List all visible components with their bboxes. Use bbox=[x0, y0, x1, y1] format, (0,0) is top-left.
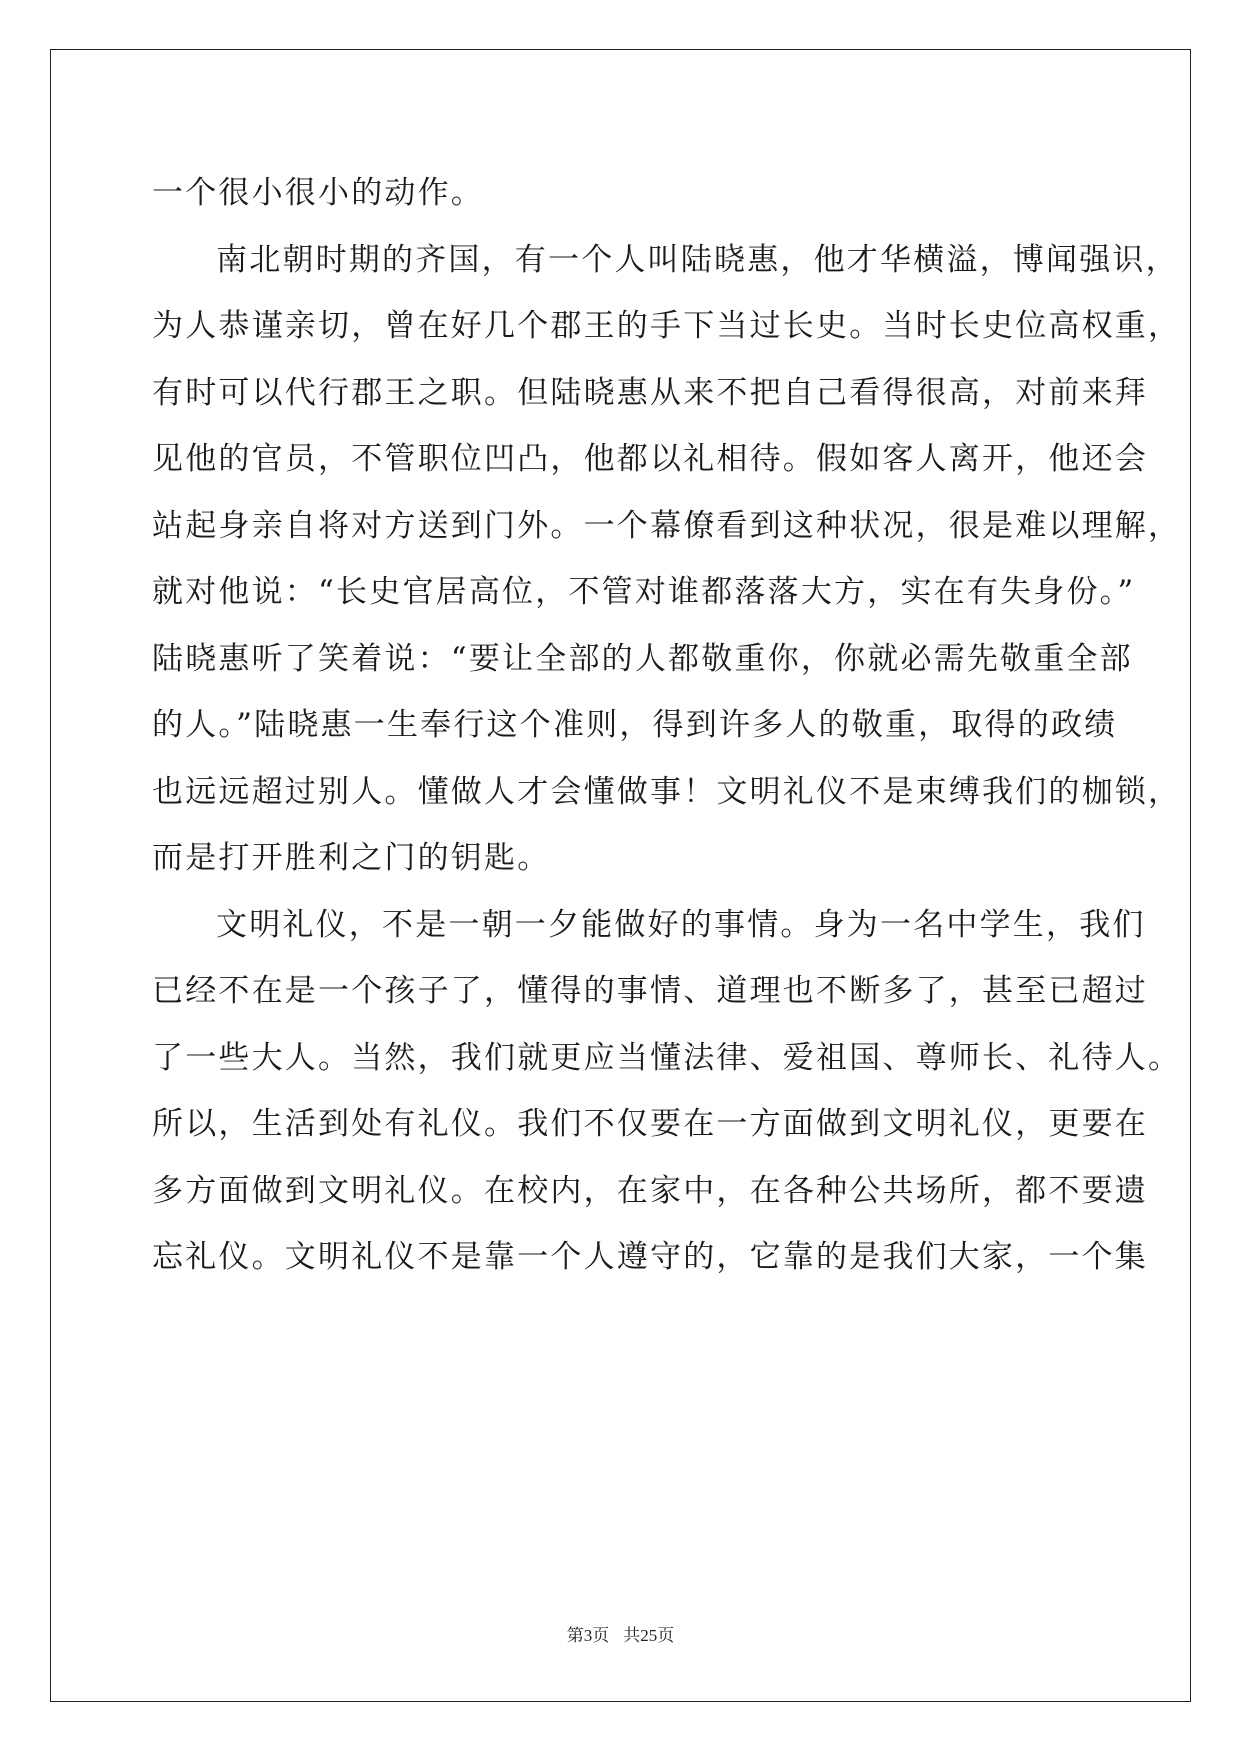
text-line: 南北朝时期的齐国，有一个人叫陆晓惠，他才华横溢，博闻强识， bbox=[216, 241, 1179, 278]
text-line: 为人恭谨亲切，曾在好几个郡王的手下当过长史。当时长史位高权重， bbox=[152, 308, 1182, 344]
text-line: 陆晓惠听了笑着说：“要让全部的人都敬重你，你就必需先敬重全部 bbox=[152, 640, 1133, 677]
text-line: 也远远超过别人。懂做人才会懂做事！文明礼仪不是束缚我们的枷锁， bbox=[152, 773, 1182, 810]
text-line: 文明礼仪，不是一朝一夕能做好的事情。身为一名中学生，我们 bbox=[216, 906, 1146, 943]
text-line: 而是打开胜利之门的钥匙。 bbox=[152, 840, 551, 876]
current-page-label: 第3页 bbox=[566, 1626, 610, 1645]
total-pages-label: 共25页 bbox=[623, 1626, 675, 1645]
text-line: 忘礼仪。文明礼仪不是靠一个人遵守的，它靠的是我们大家，一个集 bbox=[152, 1239, 1148, 1275]
text-line: 已经不在是一个孩子了，懂得的事情、道理也不断多了，甚至已超过 bbox=[152, 973, 1148, 1009]
text-line: 就对他说：“长史官居高位，不管对谁都落落大方，实在有失身份。” bbox=[152, 574, 1136, 610]
page-footer bbox=[0, 1621, 1241, 1646]
text-line: 的人。”陆晓惠一生奉行这个准则，得到许多人的敬重，取得的政绩 bbox=[152, 707, 1118, 743]
text-line: 所以，生活到处有礼仪。我们不仅要在一方面做到文明礼仪，更要在 bbox=[152, 1106, 1148, 1142]
text-line: 站起身亲自将对方送到门外。一个幕僚看到这种状况，很是难以理解， bbox=[152, 507, 1182, 544]
text-line: 一个很小很小的动作。 bbox=[152, 175, 484, 211]
text-line: 了一些大人。当然，我们就更应当懂法律、爱祖国、尊师长、礼待人。 bbox=[152, 1039, 1182, 1076]
text-line: 多方面做到文明礼仪。在校内，在家中，在各种公共场所，都不要遗 bbox=[152, 1172, 1148, 1209]
document-body bbox=[152, 160, 1182, 1291]
text-line: 见他的官员，不管职位凹凸，他都以礼相待。假如客人离开，他还会 bbox=[152, 441, 1148, 477]
text-line: 有时可以代行郡王之职。但陆晓惠从来不把自己看得很高，对前来拜 bbox=[152, 374, 1148, 411]
